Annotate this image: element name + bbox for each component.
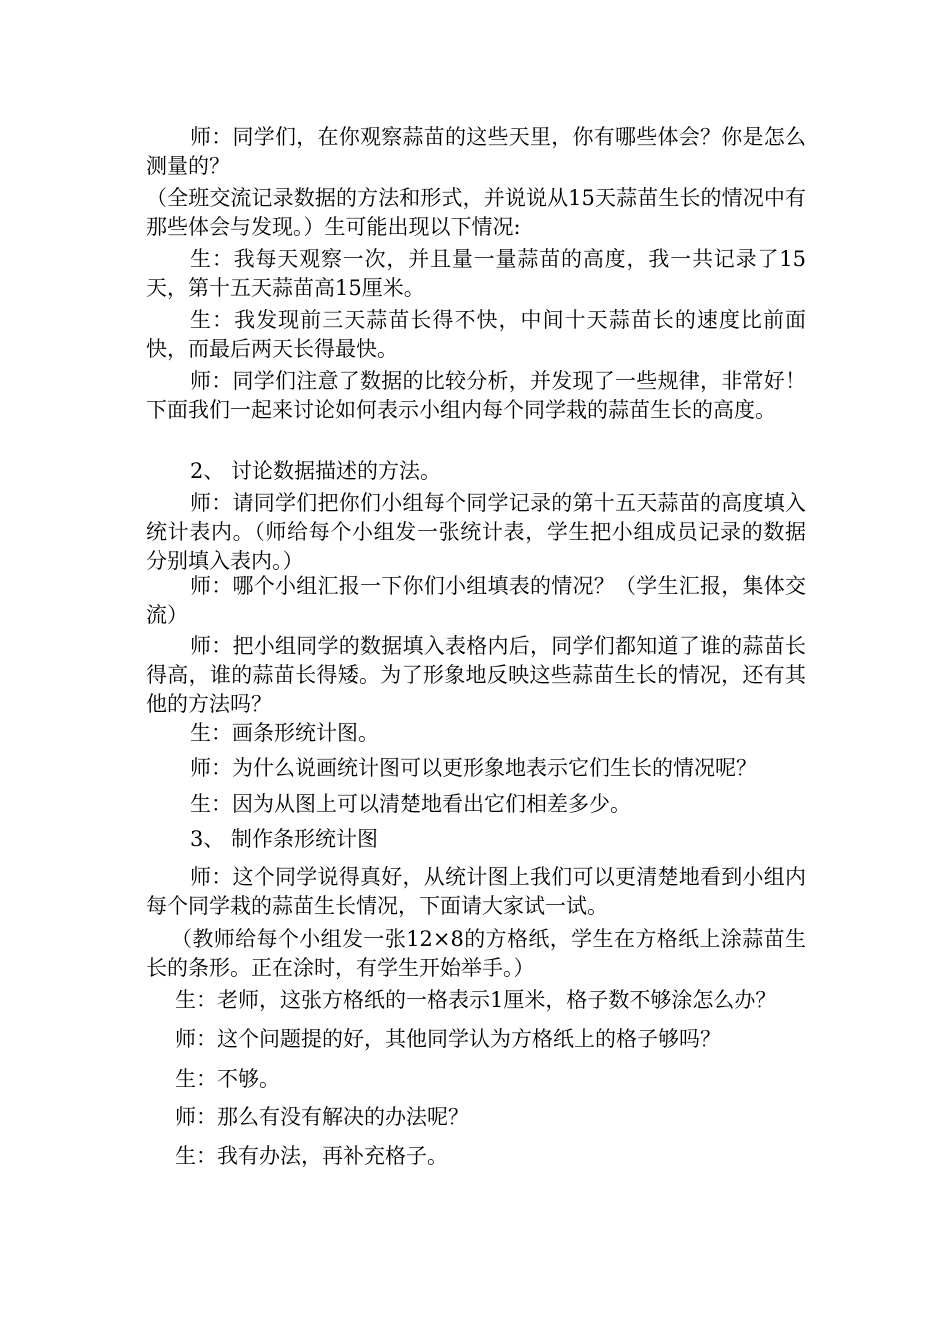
paragraph-8: 师：哪个小组汇报一下你们小组填表的情况？（学生汇报，集体交流） [146,574,806,627]
paragraph-3: 生：我每天观察一次，并且量一量蒜苗的高度，我一共记录了15天，第十五天蒜苗高15厘米。 [146,247,806,300]
paragraph-11: 师：为什么说画统计图可以更形象地表示它们生长的情况呢？ [190,756,757,780]
paragraph-17: 师：这个问题提的好，其他同学认为方格纸上的格子够吗？ [175,1027,721,1051]
paragraph-12: 生：因为从图上可以清楚地看出它们相差多少。 [190,792,631,816]
section-heading-3: 3、 制作条形统计图 [190,827,379,851]
paragraph-14: 师：这个同学说得真好，从统计图上我们可以更清楚地看到小组内每个同学栽的蒜苗生长情况，下面请大家试一试。 [146,865,806,918]
paragraph-9: 师：把小组同学的数据填入表格内后，同学们都知道了谁的蒜苗长得高，谁的蒜苗长得矮。为了形象地反映这些蒜苗生长的情况，还有其他的方法吗？ [146,634,806,716]
paragraph-7: 师：请同学们把你们小组每个同学记录的第十五天蒜苗的高度填入统计表内。（师给每个小组发一张统计表，学生把小组成员记录的数据分别填入表内。） [146,491,806,573]
paragraph-4: 生：我发现前三天蒜苗长得不快，中间十天蒜苗长的速度比前面快，而最后两天长得最快。 [146,308,806,361]
section-heading-2: 2、 讨论数据描述的方法。 [190,459,442,483]
paragraph-5: 师：同学们注意了数据的比较分析，并发现了一些规律，非常好！下面我们一起来讨论如何表示小组内每个同学栽的蒜苗生长的高度。 [146,369,806,422]
paragraph-10: 生：画条形统计图。 [190,721,379,745]
paragraph-2: （全班交流记录数据的方法和形式，并说说从15天蒜苗生长的情况中有那些体会与发现。）生可能出现以下情况: [146,186,806,239]
paragraph-20: 生：我有办法，再补充格子。 [175,1144,448,1168]
paragraph-1: 师：同学们，在你观察蒜苗的这些天里，你有哪些体会？你是怎么测量的？ [146,125,806,178]
paragraph-15: （教师给每个小组发一张12×8的方格纸，学生在方格纸上涂蒜苗生长的条形。正在涂时，有学生开始举手。） [146,927,806,980]
paragraph-19: 师：那么有没有解决的办法呢？ [175,1105,469,1129]
paragraph-16: 生：老师，这张方格纸的一格表示1厘米，格子数不够涂怎么办？ [175,988,777,1012]
paragraph-18: 生：不够。 [175,1067,280,1091]
